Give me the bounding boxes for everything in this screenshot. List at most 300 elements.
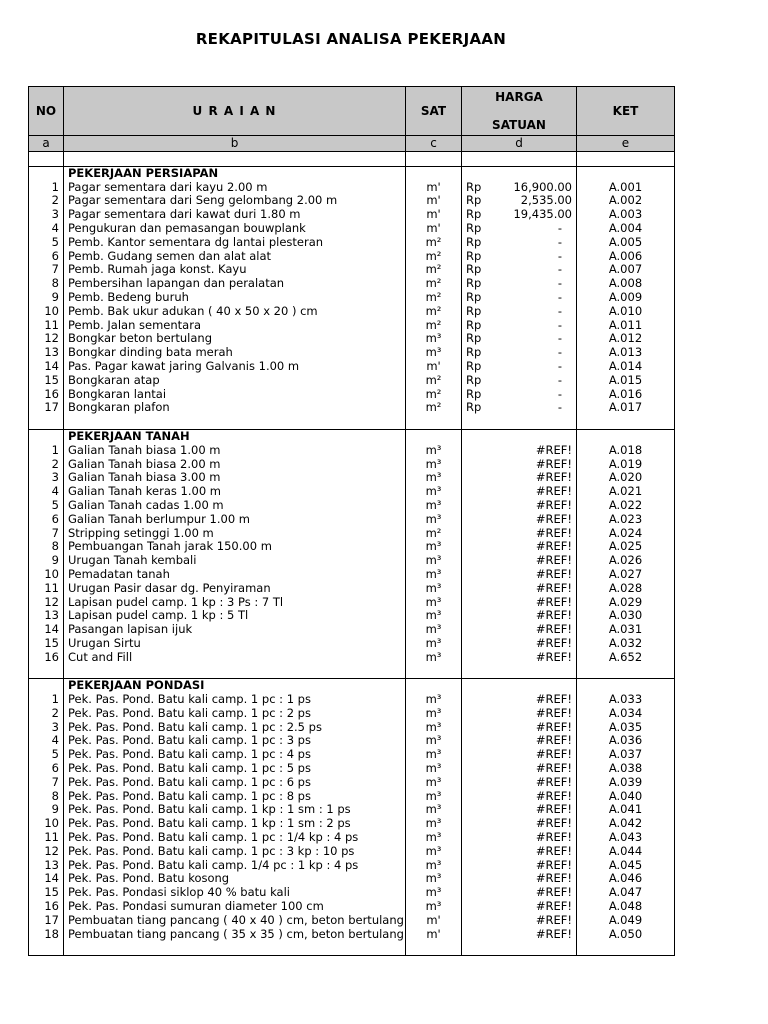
item-unit: m³ (406, 651, 462, 665)
item-unit: m² (406, 277, 462, 291)
item-description: Urugan Pasir dasar dg. Penyiraman (64, 582, 406, 596)
item-ket: A.028 (577, 582, 675, 596)
item-ket: A.011 (577, 319, 675, 333)
blank-cell (406, 664, 462, 678)
item-ket: A.041 (577, 803, 675, 817)
table-body (29, 87, 675, 956)
page-title: REKAPITULASI ANALISA PEKERJAAN (195, 30, 507, 48)
table-row (29, 568, 675, 582)
item-no: 3 (29, 208, 64, 222)
item-no: 5 (29, 499, 64, 513)
item-description: Pembuatan tiang pancang ( 40 x 40 ) cm, beton bertulang (64, 914, 406, 928)
item-unit: m³ (406, 332, 462, 346)
item-price: #REF! (535, 720, 572, 734)
item-no: 1 (29, 693, 64, 707)
item-price-cell (462, 444, 577, 458)
table-row (29, 181, 675, 195)
item-price-cell (462, 527, 577, 541)
table-row (29, 582, 675, 596)
item-price: #REF! (535, 858, 572, 872)
item-description: Pemb. Rumah jaga konst. Kayu (64, 263, 406, 277)
item-ket: A.026 (577, 554, 675, 568)
table-row (29, 222, 675, 236)
table-row (29, 845, 675, 859)
item-price-cell (462, 817, 577, 831)
item-currency: Rp (466, 401, 482, 415)
table-row (29, 637, 675, 651)
item-price-cell (462, 872, 577, 886)
table-row (29, 194, 675, 208)
section-title: PEKERJAAN TANAH (64, 429, 406, 443)
item-description: Bongkaran atap (64, 374, 406, 388)
item-ket: A.652 (577, 651, 675, 665)
table-row (29, 762, 675, 776)
item-currency: Rp (466, 221, 482, 235)
item-ket: A.025 (577, 540, 675, 554)
item-description: Pagar sementara dari kawat duri 1.80 m (64, 208, 406, 222)
blank-row (29, 664, 675, 678)
table-row (29, 540, 675, 554)
item-description: Pek. Pas. Pond. Batu kali camp. 1 pc : 5 ps (64, 762, 406, 776)
item-description: Pek. Pas. Pond. Batu kali camp. 1 pc : 4 ps (64, 748, 406, 762)
blank-cell (406, 415, 462, 429)
item-unit: m³ (406, 513, 462, 527)
item-unit: m³ (406, 471, 462, 485)
item-no: 9 (29, 291, 64, 305)
item-price: #REF! (535, 595, 572, 609)
blank-cell (577, 941, 675, 955)
item-unit: m³ (406, 637, 462, 651)
item-no: 11 (29, 582, 64, 596)
item-unit: m³ (406, 444, 462, 458)
item-ket: A.023 (577, 513, 675, 527)
table-row (29, 831, 675, 845)
item-unit: m³ (406, 845, 462, 859)
item-price-cell (462, 236, 577, 250)
item-price-cell (462, 540, 577, 554)
item-no: 17 (29, 914, 64, 928)
item-price: - (557, 304, 562, 318)
item-unit: m² (406, 263, 462, 277)
blank-cell (462, 941, 577, 955)
item-no: 8 (29, 540, 64, 554)
table-row (29, 707, 675, 721)
item-no: 6 (29, 250, 64, 264)
header-sat: SAT (406, 87, 462, 136)
item-price-cell (462, 762, 577, 776)
item-unit: m³ (406, 609, 462, 623)
item-price: #REF! (535, 498, 572, 512)
item-price: - (557, 249, 562, 263)
section-sat-cell (406, 166, 462, 180)
item-description: Bongkar beton bertulang (64, 332, 406, 346)
item-unit: m³ (406, 803, 462, 817)
item-ket: A.008 (577, 277, 675, 291)
item-unit: m³ (406, 776, 462, 790)
item-description: Pembuangan Tanah jarak 150.00 m (64, 540, 406, 554)
col-letter-b: b (64, 136, 406, 152)
item-unit: m³ (406, 499, 462, 513)
item-currency: Rp (466, 318, 482, 332)
item-unit: m³ (406, 721, 462, 735)
table-row (29, 623, 675, 637)
item-no: 3 (29, 721, 64, 735)
item-no: 7 (29, 527, 64, 541)
item-price: #REF! (535, 706, 572, 720)
item-ket: A.050 (577, 928, 675, 942)
table-row (29, 721, 675, 735)
blank-cell (64, 415, 406, 429)
item-ket: A.021 (577, 485, 675, 499)
item-price: #REF! (535, 831, 572, 845)
item-no: 8 (29, 277, 64, 291)
item-description: Pek. Pas. Pond. Batu kali camp. 1 pc : 1 ps (64, 693, 406, 707)
item-ket: A.003 (577, 208, 675, 222)
section-price-cell (462, 429, 577, 443)
column-letter-row (29, 136, 675, 152)
item-price: #REF! (535, 913, 572, 927)
item-price-cell (462, 458, 577, 472)
item-price: - (557, 277, 562, 291)
item-ket: A.040 (577, 790, 675, 804)
item-no: 14 (29, 360, 64, 374)
item-unit: m³ (406, 859, 462, 873)
item-currency: Rp (466, 346, 482, 360)
item-price-cell (462, 194, 577, 208)
item-ket: A.010 (577, 305, 675, 319)
item-description: Pek. Pas. Pondasi siklop 40 % batu kali (64, 886, 406, 900)
table-row (29, 499, 675, 513)
item-price: - (557, 346, 562, 360)
item-price-cell (462, 845, 577, 859)
blank-row (29, 415, 675, 429)
table-row (29, 263, 675, 277)
item-price: - (557, 387, 562, 401)
table-row (29, 651, 675, 665)
item-ket: A.045 (577, 859, 675, 873)
item-price-cell (462, 305, 577, 319)
item-no: 15 (29, 637, 64, 651)
item-unit: m³ (406, 817, 462, 831)
item-no: 12 (29, 845, 64, 859)
item-no: 14 (29, 623, 64, 637)
item-price-cell (462, 748, 577, 762)
item-description: Pek. Pas. Pond. Batu kali camp. 1 pc : 2.5 ps (64, 721, 406, 735)
item-unit: m³ (406, 790, 462, 804)
blank-cell (577, 415, 675, 429)
item-description: Urugan Tanah kembali (64, 554, 406, 568)
header-harga-satuan (462, 87, 577, 136)
table-row (29, 734, 675, 748)
item-unit: m³ (406, 900, 462, 914)
item-currency: Rp (466, 249, 482, 263)
item-unit: m² (406, 401, 462, 415)
item-price-cell (462, 181, 577, 195)
item-price: #REF! (535, 485, 572, 499)
item-description: Pasangan lapisan ijuk (64, 623, 406, 637)
item-price-cell (462, 734, 577, 748)
item-unit: m' (406, 360, 462, 374)
item-ket: A.016 (577, 388, 675, 402)
item-price: - (557, 263, 562, 277)
item-no: 11 (29, 319, 64, 333)
item-no: 2 (29, 707, 64, 721)
item-description: Lapisan pudel camp. 1 kp : 5 Tl (64, 609, 406, 623)
item-description: Urugan Sirtu (64, 637, 406, 651)
item-description: Bongkar dinding bata merah (64, 346, 406, 360)
item-price-cell (462, 582, 577, 596)
section-sat-cell (406, 429, 462, 443)
item-price-cell (462, 568, 577, 582)
item-price-cell (462, 332, 577, 346)
section-title: PEKERJAAN PERSIAPAN (64, 166, 406, 180)
item-price: #REF! (535, 872, 572, 886)
item-ket: A.017 (577, 401, 675, 415)
item-ket: A.044 (577, 845, 675, 859)
item-unit: m³ (406, 568, 462, 582)
header-row (29, 87, 675, 136)
item-price-cell (462, 554, 577, 568)
table-row (29, 444, 675, 458)
item-price: #REF! (535, 623, 572, 637)
item-currency: Rp (466, 373, 482, 387)
blank-cell (29, 941, 64, 955)
item-ket: A.043 (577, 831, 675, 845)
item-no: 10 (29, 305, 64, 319)
item-price: - (557, 373, 562, 387)
item-description: Pagar sementara dari Seng gelombang 2.00 m (64, 194, 406, 208)
table-row (29, 596, 675, 610)
item-description: Pek. Pas. Pond. Batu kali camp. 1 pc : 6 ps (64, 776, 406, 790)
item-price: #REF! (535, 748, 572, 762)
item-ket: A.047 (577, 886, 675, 900)
item-description: Galian Tanah biasa 1.00 m (64, 444, 406, 458)
section-row (29, 166, 675, 180)
item-ket: A.018 (577, 444, 675, 458)
item-price: #REF! (535, 636, 572, 650)
col-letter-a: a (29, 136, 64, 152)
item-description: Pembersihan lapangan dan peralatan (64, 277, 406, 291)
item-ket: A.022 (577, 499, 675, 513)
item-no: 8 (29, 790, 64, 804)
item-price-cell (462, 623, 577, 637)
item-ket: A.035 (577, 721, 675, 735)
item-price-cell (462, 277, 577, 291)
blank-cell (577, 152, 675, 167)
blank-cell (29, 152, 64, 167)
item-no: 10 (29, 817, 64, 831)
item-ket: A.013 (577, 346, 675, 360)
item-no: 6 (29, 762, 64, 776)
section-row (29, 429, 675, 443)
table-row (29, 388, 675, 402)
item-ket: A.032 (577, 637, 675, 651)
item-price-cell (462, 803, 577, 817)
item-description: Pek. Pas. Pond. Batu kali camp. 1 kp : 1 sm : 1 ps (64, 803, 406, 817)
item-description: Pek. Pas. Pondasi sumuran diameter 100 cm (64, 900, 406, 914)
item-no: 17 (29, 401, 64, 415)
item-price-cell (462, 513, 577, 527)
table-row (29, 886, 675, 900)
rekap-table (28, 86, 675, 956)
item-unit: m³ (406, 748, 462, 762)
table-row (29, 872, 675, 886)
item-no: 15 (29, 886, 64, 900)
item-ket: A.009 (577, 291, 675, 305)
item-no: 16 (29, 900, 64, 914)
table-row (29, 554, 675, 568)
item-ket: A.033 (577, 693, 675, 707)
table-row (29, 236, 675, 250)
item-price: #REF! (535, 817, 572, 831)
item-unit: m' (406, 914, 462, 928)
item-unit: m³ (406, 623, 462, 637)
header-satuan: SATUAN (492, 118, 546, 132)
item-price-cell (462, 401, 577, 415)
item-description: Pengukuran dan pemasangan bouwplank (64, 222, 406, 236)
item-unit: m' (406, 928, 462, 942)
item-price-cell (462, 693, 577, 707)
item-price-cell (462, 208, 577, 222)
item-price-cell (462, 609, 577, 623)
item-price: - (557, 235, 562, 249)
item-unit: m³ (406, 540, 462, 554)
item-description: Pemb. Bedeng buruh (64, 291, 406, 305)
item-description: Pek. Pas. Pond. Batu kali camp. 1 pc : 2 ps (64, 707, 406, 721)
item-description: Pek. Pas. Pond. Batu kali camp. 1/4 pc : 1 kp : 4 ps (64, 859, 406, 873)
item-price: #REF! (535, 803, 572, 817)
blank-cell (29, 415, 64, 429)
blank-cell (64, 664, 406, 678)
item-currency: Rp (466, 304, 482, 318)
blank-cell (462, 415, 577, 429)
item-price-cell (462, 346, 577, 360)
item-description: Stripping setinggi 1.00 m (64, 527, 406, 541)
item-unit: m³ (406, 554, 462, 568)
table-row (29, 803, 675, 817)
item-price: #REF! (535, 554, 572, 568)
table-row (29, 693, 675, 707)
section-sat-cell (406, 679, 462, 693)
item-description: Bongkaran lantai (64, 388, 406, 402)
item-currency: Rp (466, 263, 482, 277)
item-unit: m³ (406, 693, 462, 707)
item-price-cell (462, 263, 577, 277)
item-price-cell (462, 859, 577, 873)
item-description: Pemadatan tanah (64, 568, 406, 582)
item-ket: A.002 (577, 194, 675, 208)
item-price: #REF! (535, 734, 572, 748)
section-title: PEKERJAAN PONDASI (64, 679, 406, 693)
item-ket: A.034 (577, 707, 675, 721)
item-unit: m² (406, 374, 462, 388)
item-price: #REF! (535, 900, 572, 914)
item-description: Pemb. Jalan sementara (64, 319, 406, 333)
item-ket: A.027 (577, 568, 675, 582)
item-price: #REF! (535, 526, 572, 540)
item-no: 6 (29, 513, 64, 527)
item-price-cell (462, 485, 577, 499)
item-price: #REF! (535, 789, 572, 803)
item-ket: A.048 (577, 900, 675, 914)
blank-cell (406, 152, 462, 167)
item-ket: A.020 (577, 471, 675, 485)
item-no: 2 (29, 458, 64, 472)
item-unit: m³ (406, 886, 462, 900)
item-price-cell (462, 250, 577, 264)
item-unit: m³ (406, 831, 462, 845)
item-ket: A.031 (577, 623, 675, 637)
item-ket: A.001 (577, 181, 675, 195)
item-price: #REF! (535, 457, 572, 471)
item-price-cell (462, 651, 577, 665)
section-price-cell (462, 679, 577, 693)
item-price: #REF! (535, 886, 572, 900)
item-ket: A.046 (577, 872, 675, 886)
item-description: Cut and Fill (64, 651, 406, 665)
blank-cell (29, 664, 64, 678)
item-currency: Rp (466, 332, 482, 346)
item-ket: A.038 (577, 762, 675, 776)
table-row (29, 485, 675, 499)
item-currency: Rp (466, 235, 482, 249)
item-price-cell (462, 790, 577, 804)
table-row (29, 928, 675, 942)
section-no-cell (29, 679, 64, 693)
item-price: #REF! (535, 471, 572, 485)
item-price-cell (462, 776, 577, 790)
item-price: 2,535.00 (520, 194, 572, 208)
section-row (29, 679, 675, 693)
item-description: Pek. Pas. Pond. Batu kali camp. 1 pc : 3 ps (64, 734, 406, 748)
item-description: Pembuatan tiang pancang ( 35 x 35 ) cm, beton bertulang (64, 928, 406, 942)
blank-row (29, 941, 675, 955)
item-ket: A.049 (577, 914, 675, 928)
item-unit: m' (406, 222, 462, 236)
item-unit: m' (406, 194, 462, 208)
item-no: 1 (29, 444, 64, 458)
item-price: - (557, 318, 562, 332)
item-currency: Rp (466, 180, 482, 194)
table-row (29, 319, 675, 333)
item-no: 18 (29, 928, 64, 942)
item-description: Bongkaran plafon (64, 401, 406, 415)
table-row (29, 346, 675, 360)
item-price-cell (462, 721, 577, 735)
item-price-cell (462, 637, 577, 651)
item-description: Pek. Pas. Pond. Batu kali camp. 1 kp : 1 sm : 2 ps (64, 817, 406, 831)
item-price: #REF! (535, 844, 572, 858)
item-ket: A.029 (577, 596, 675, 610)
item-unit: m² (406, 291, 462, 305)
item-no: 10 (29, 568, 64, 582)
item-unit: m² (406, 527, 462, 541)
item-price-cell (462, 222, 577, 236)
item-description: Galian Tanah keras 1.00 m (64, 485, 406, 499)
item-unit: m³ (406, 734, 462, 748)
item-no: 15 (29, 374, 64, 388)
item-unit: m³ (406, 485, 462, 499)
item-price: #REF! (535, 609, 572, 623)
item-price: - (557, 290, 562, 304)
item-unit: m² (406, 305, 462, 319)
item-description: Pemb. Kantor sementara dg lantai plesteran (64, 236, 406, 250)
item-unit: m³ (406, 346, 462, 360)
table-row (29, 859, 675, 873)
item-no: 4 (29, 734, 64, 748)
item-price-cell (462, 388, 577, 402)
item-no: 3 (29, 471, 64, 485)
